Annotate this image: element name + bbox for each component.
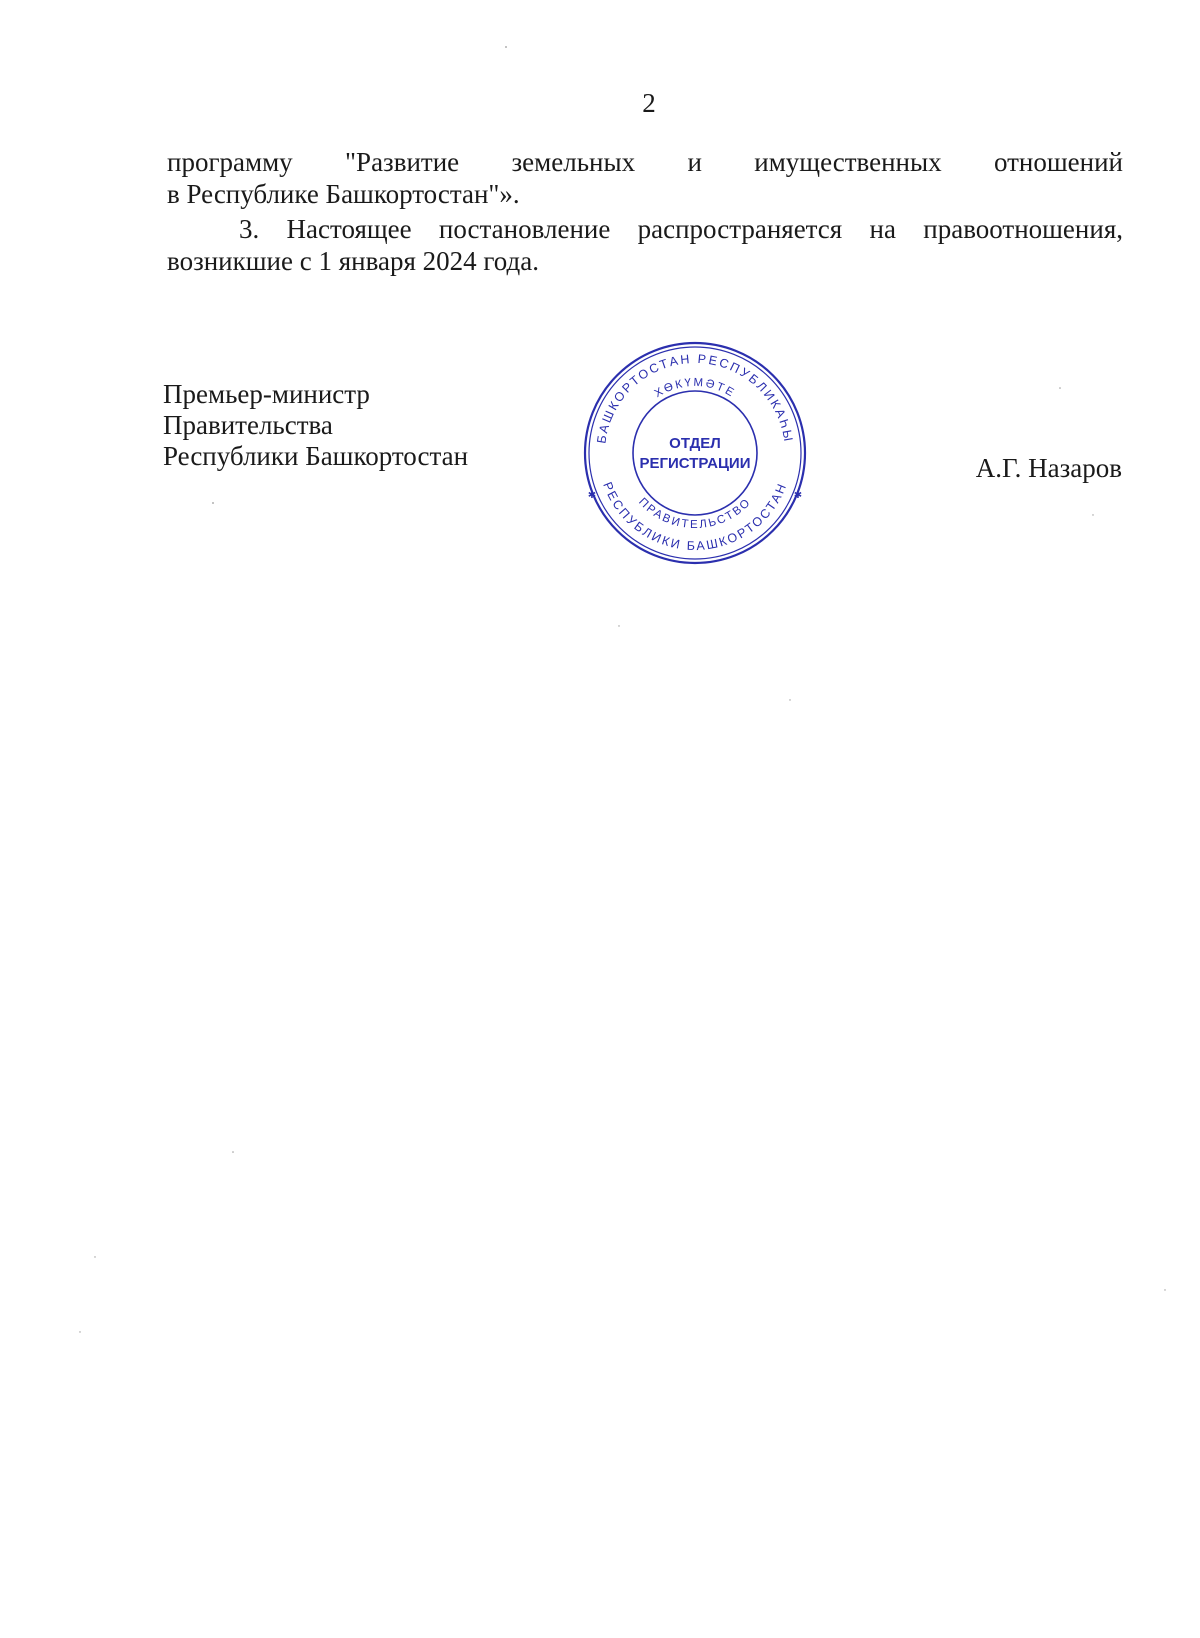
signatory-title-line: Республики Башкортостан	[163, 441, 469, 471]
svg-text:✱: ✱	[793, 490, 803, 501]
paragraph-line: программу "Развитие земельных и имущественных отношений	[167, 147, 1123, 177]
stamp-outer-top-text: БАШКОРТОСТАН РЕСПУБЛИКАҺЫ	[594, 351, 796, 445]
stamp-center-line2: РЕГИСТРАЦИИ	[639, 455, 751, 472]
signatory-title-line: Премьер-министр	[163, 379, 370, 409]
paragraph-program-name	[167, 146, 1123, 210]
signatory-title-line: Правительства	[163, 410, 333, 440]
paragraph-line: в Республике Башкортостан"».	[167, 179, 520, 209]
stamp-center-line1: ОТДЕЛ	[669, 435, 721, 452]
stamp-inner-bottom-text: ПРАВИТЕЛЬСТВО	[636, 495, 754, 532]
signatory-name: А.Г. Назаров	[975, 453, 1122, 483]
svg-text:✱: ✱	[587, 490, 597, 501]
signatory-title	[163, 379, 468, 472]
stamp-inner-top-text: ХӨКҮМӘТЕ	[652, 376, 738, 401]
registration-stamp	[580, 338, 810, 568]
page-number: 2	[642, 88, 656, 118]
paragraph-effective-date: 3. Настоящее постановление распространяется на правоотношения, возникшие с 1 января 2024 года.	[167, 214, 1123, 276]
stamp-outer-bottom-text: РЕСПУБЛИКИ БАШКОРТОСТАН	[600, 480, 790, 554]
